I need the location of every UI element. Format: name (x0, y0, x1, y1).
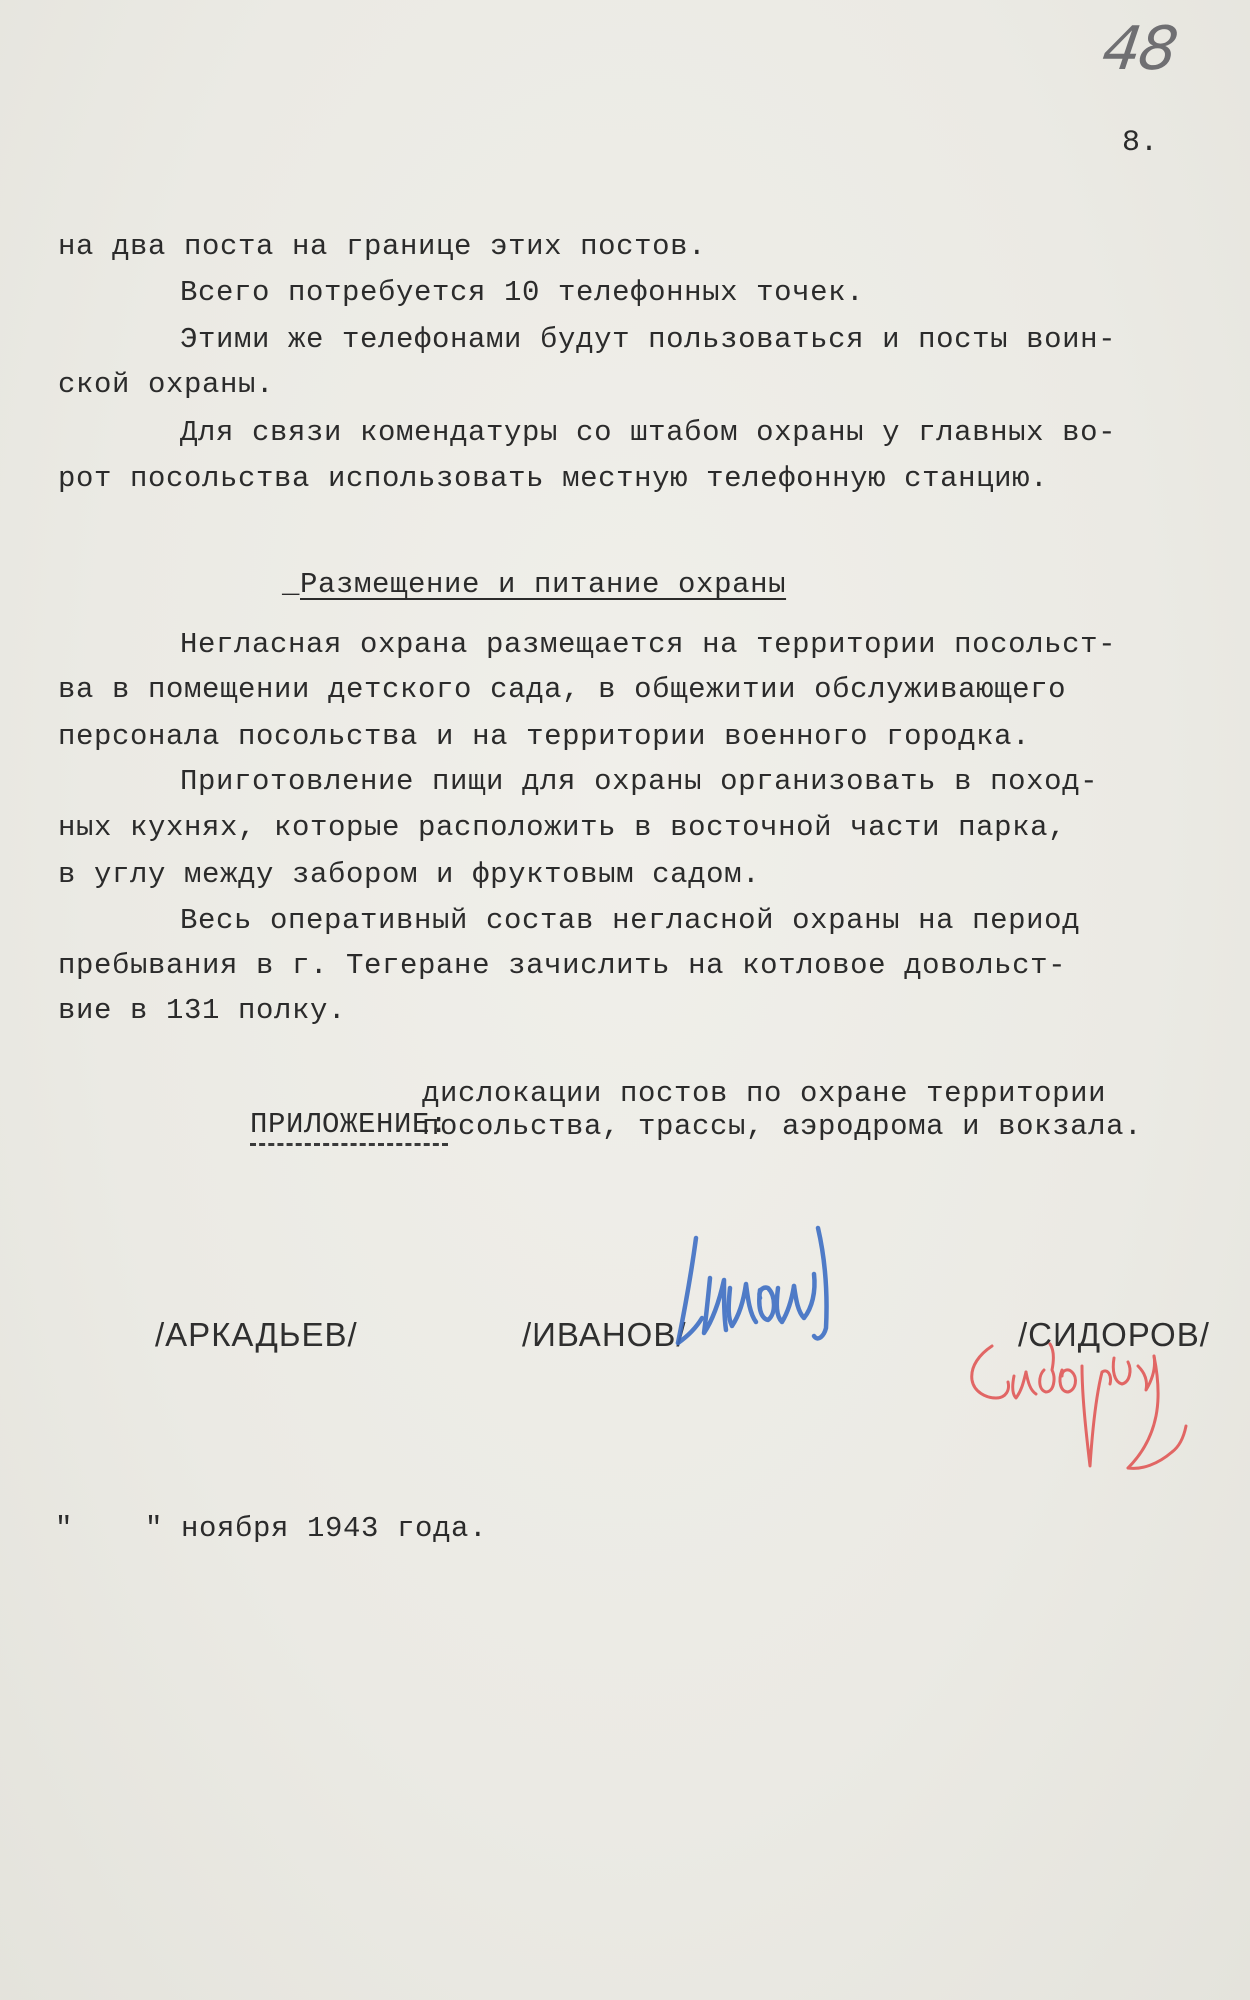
signer-sidorov: /СИДОРОВ/ (1018, 1316, 1210, 1353)
archive-sheet-number: 48 (1098, 14, 1181, 84)
appendix-label-text: ПРИЛОЖЕНИЕ: (250, 1108, 448, 1146)
body-line: Для связи комендатуры со штабом охраны у главных во- (180, 416, 1117, 449)
appendix-line: посольства, трассы, аэродрома и вокзала. (422, 1110, 1143, 1143)
page-number: 8. (1122, 126, 1159, 160)
body-line: Весь оперативный состав негласной охраны на период (180, 904, 1081, 937)
body-line: Всего потребуется 10 телефонных точек. (180, 276, 865, 309)
signer-arkadyev: /АРКАДЬЕВ/ (155, 1316, 358, 1353)
body-line: в углу между забором и фруктовым садом. (58, 858, 761, 891)
appendix-label (178, 1075, 448, 1174)
section-heading: Размещение и питание охраны (300, 568, 787, 601)
body-line: пребывания в г. Тегеране зачислить на котловое довольст- (58, 949, 1067, 982)
body-line: персонала посольства и на территории военного городка. (58, 720, 1031, 753)
body-line: рот посольства использовать местную телефонную станцию. (58, 462, 1049, 495)
body-line: Негласная охрана размещается на территории посольст- (180, 628, 1117, 661)
signer-ivanov: /ИВАНОВ/ (522, 1316, 687, 1353)
handwritten-signature-sidorov (962, 1336, 1194, 1506)
body-line: ва в помещении детского сада, в общежитии обслуживающего (58, 673, 1067, 706)
body-line: вие в 131 полку. (58, 994, 347, 1027)
heading-dash: _ (282, 568, 300, 601)
date-line: " " ноября 1943 года. (55, 1512, 488, 1545)
body-line: ской охраны. (58, 368, 275, 401)
appendix-line: дислокации постов по охране территории (422, 1077, 1107, 1110)
body-line: Приготовление пищи для охраны организовать в поход- (180, 765, 1099, 798)
body-line: ных кухнях, которые расположить в восточной части парка, (58, 811, 1067, 844)
body-line: на два поста на границе этих постов. (58, 230, 707, 263)
handwritten-signature-ivanov (668, 1218, 848, 1358)
body-line: Этими же телефонами будут пользоваться и посты воин- (180, 323, 1117, 356)
